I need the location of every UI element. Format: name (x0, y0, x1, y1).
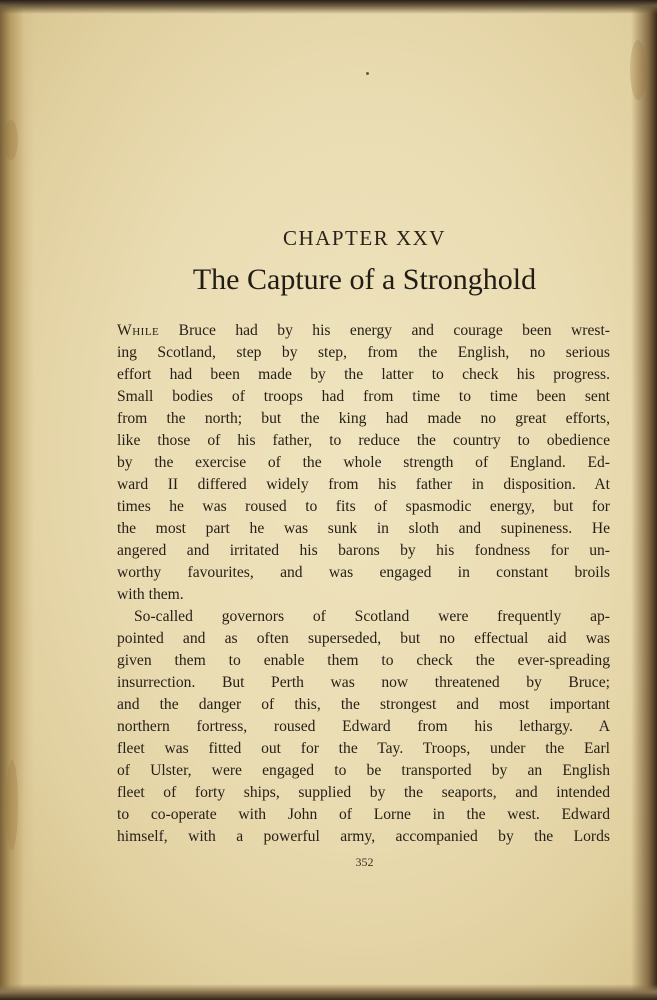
page-bottom-edge (0, 984, 657, 1000)
text-line: of Ulster, were engaged to be transported by an English (117, 762, 610, 779)
text-line: with them. (117, 586, 184, 603)
text-line: pointed and as often superseded, but no effectual aid was (117, 630, 610, 647)
page-top-edge (0, 0, 657, 14)
page-number: 352 (355, 855, 374, 869)
text-line: by the exercise of the whole strength of England. Ed- (117, 454, 610, 471)
text-line: to co-operate with John of Lorne in the west. Edward (117, 806, 610, 823)
text-line: northern fortress, roused Edward from his lethargy. A (117, 718, 610, 735)
text-line: like those of his father, to reduce the country to obedience (117, 432, 610, 449)
paper-stain (630, 40, 646, 100)
body-text (117, 320, 610, 848)
text-line: worthy favourites, and was engaged in constant broils (117, 564, 610, 581)
lead-word: While (117, 322, 160, 339)
page-right-edge (631, 0, 657, 1000)
paper-stain (4, 120, 18, 160)
text-line: effort had been made by the latter to check his progress. (117, 366, 610, 383)
text-line: insurrection. But Perth was now threatened by Bruce; (117, 674, 610, 691)
text-line: ward II differed widely from his father in disposition. At (117, 476, 610, 493)
text-line: himself, with a powerful army, accompanied by the Lords (117, 828, 610, 845)
chapter-title: The Capture of a Stronghold (192, 263, 537, 296)
text-line: given them to enable them to check the ever-spreading (117, 652, 610, 669)
text-line: So-called governors of Scotland were frequently ap- (134, 608, 610, 625)
text-line: and the danger of this, the strongest and most important (117, 696, 610, 713)
text-line: Small bodies of troops had from time to time been sent (117, 388, 610, 405)
text-line: ing Scotland, step by step, from the English, no serious (117, 344, 610, 361)
text-line: the most part he was sunk in sloth and supineness. He (117, 520, 610, 537)
text-line (117, 320, 610, 342)
text-line: from the north; but the king had made no great efforts, (117, 410, 610, 427)
text-line: fleet was fitted out for the Tay. Troops, under the Earl (117, 740, 610, 757)
text-line: times he was roused to fits of spasmodic energy, but for (117, 498, 610, 515)
text-line: angered and irritated his barons by his fondness for un- (117, 542, 610, 559)
text-line-content: Bruce had by his energy and courage been wrest- (159, 322, 610, 339)
paper-speck (366, 72, 369, 75)
text-line: fleet of forty ships, supplied by the seaports, and intended (117, 784, 610, 801)
chapter-number: CHAPTER XXV (283, 226, 446, 250)
paper-stain (6, 760, 18, 850)
